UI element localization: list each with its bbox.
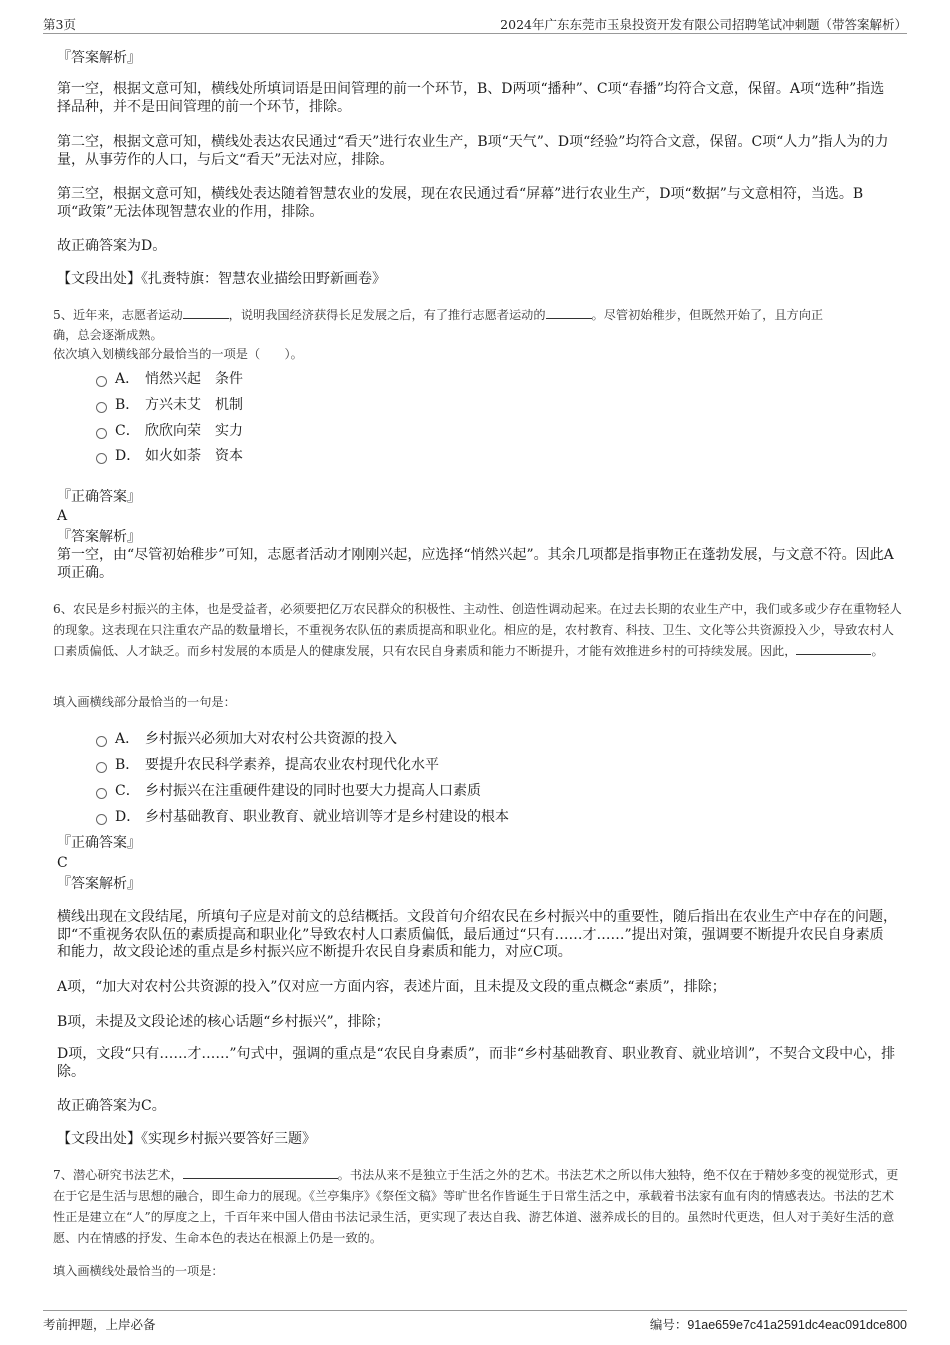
option-text: 要提升农民科学素养，提高农业农村现代化水平 (145, 757, 439, 773)
q5-blank-1 (183, 306, 229, 319)
radio-icon[interactable] (96, 762, 107, 773)
q6-analysis-p3: B项，未提及文段论述的核心话题“乡村振兴”，排除； (57, 1014, 390, 1030)
option-word-2: 机制 (215, 397, 243, 413)
option-letter: D． (115, 809, 141, 825)
radio-icon[interactable] (96, 814, 107, 825)
q6-analysis-p2: A项，“加大对农村公共资源的投入”仅对应一方面内容，表述片面，且未提及文段的重点概念“素质”，排除； (57, 979, 726, 995)
q5-prompt: 依次填入划横线部分最恰当的一项是（ ）。 (53, 347, 303, 361)
option-letter: D． (115, 448, 141, 464)
q7-prompt: 填入画横线处最恰当的一项是： (53, 1264, 224, 1278)
q6-source: 【文段出处】《实现乡村振兴要答好三题》 (57, 1131, 316, 1147)
q5-stem-part2: ，说明我国经济获得长足发展之后，有了推行志愿者运动的 (228, 308, 546, 322)
q6-stem-body: 6、农民是乡村振兴的主体，也是受益者，必须要把亿万农民群众的积极性、主动性、创造性调动起来。在过去长期的农业生产中，我们或多或少存在重物轻人的现象。这表现在只注重农产品的数量增长，不重视务农队伍的素质提高和职业化。相应的是，农村教育、科技、卫生、文化等公共资源投入少，导致农村人口素质偏低、人才缺乏。而乡村发展的本质是人的健康发展，只有农民自身素质和能力不断提升，才能有效推进乡村的可持续发展。因此， (53, 602, 902, 659)
prev-analysis-p3: 第三空，根据文意可知，横线处表达随着智慧农业的发展，现在农民通过看“屏幕”进行农业生产，D项“数据”与文意相符，当选。B项“政策”无法体现智慧农业的作用，排除。 (57, 186, 864, 220)
option-word-1: 如火如荼 (145, 448, 201, 464)
option-word-2: 资本 (215, 448, 243, 464)
q6-correct-label: 『正确答案』 (57, 835, 141, 851)
q6-option-c[interactable] (96, 782, 481, 800)
prev-analysis-p1: 第一空，根据文意可知，横线处所填词语是田间管理的前一个环节，B、D两项“播种”、C项“春播”均符合文意，保留。A项“选种”指选择品种，并不是田间管理的前一个环节，排除。 (57, 81, 885, 115)
q6-analysis-p1: 横线出现在文段结尾，所填句子应是对前文的总结概括。文段首句介绍农民在乡村振兴中的重要性，随后指出在农业生产中存在的问题，即“不重视务农队伍的素质提高和职业化”导致农村人口素质偏低，最后通过“只有……才……”提出对策，强调要不断提升农民自身素质和能力，故文段论述的重点是乡村振兴应不断提升农民自身素质和能力，对应C项。 (57, 909, 897, 960)
prev-conclusion: 故正确答案为D。 (57, 238, 167, 254)
option-word-2: 条件 (215, 371, 243, 387)
q7-blank (183, 1166, 338, 1179)
radio-icon[interactable] (96, 376, 107, 387)
prev-analysis-p2: 第二空，根据文意可知，横线处表达农民通过“看天”进行农业生产，B项“天气”、D项“经验”均符合文意，保留。C项“人力”指人为的力量，从事劳作的人口，与后文“看天”无法对应，排除。 (57, 134, 889, 168)
q6-option-a[interactable] (96, 730, 397, 748)
q5-stem-part3: 。尽管初始稚步，但既然开始了，且方向正 (591, 308, 824, 322)
q6-prompt: 填入画横线部分最恰当的一句是： (53, 695, 236, 709)
q5-blank-2 (546, 306, 592, 319)
q5-option-b[interactable] (96, 396, 243, 414)
footer-code (650, 1315, 907, 1333)
q5-correct-label: 『正确答案』 (57, 489, 141, 505)
option-letter: B． (115, 397, 140, 413)
option-letter: C． (115, 423, 140, 439)
option-text: 乡村振兴在注重硬件建设的同时也要大力提高人口素质 (145, 783, 481, 799)
q6-correct-answer: C (57, 855, 68, 871)
option-word-1: 悄然兴起 (145, 371, 201, 387)
option-letter: A． (115, 371, 140, 387)
footer-divider (43, 1310, 907, 1311)
q7-stem (53, 1165, 903, 1249)
footer-code-value: 91ae659e7c41a2591dc4eac091dce800 (687, 1318, 907, 1332)
radio-icon[interactable] (96, 736, 107, 747)
footer-slogan: 考前押题，上岸必备 (43, 1317, 156, 1332)
q6-conclusion: 故正确答案为C。 (57, 1098, 166, 1114)
option-text: 乡村振兴必须加大对农村公共资源的投入 (145, 731, 397, 747)
q5-option-c[interactable] (96, 422, 243, 440)
q5-analysis: 第一空，由“尽管初始稚步”可知，志愿者活动才刚刚兴起，应选择“悄然兴起”。其余几项都是指事物正在蓬勃发展，与文意不符。因此A项正确。 (57, 547, 894, 581)
q7-stem-part1: 7、潜心研究书法艺术， (53, 1168, 183, 1182)
q6-stem (53, 599, 903, 663)
option-word-1: 欣欣向荣 (145, 423, 201, 439)
prev-analysis-label: 『答案解析』 (57, 50, 141, 66)
q6-option-b[interactable] (96, 756, 439, 774)
option-text: 乡村基础教育、职业教育、就业培训等才是乡村建设的根本 (145, 809, 509, 825)
radio-icon[interactable] (96, 428, 107, 439)
q5-option-a[interactable] (96, 370, 243, 388)
option-word-1: 方兴未艾 (145, 397, 201, 413)
q5-stem (53, 306, 903, 345)
q5-correct-answer: A (57, 508, 68, 524)
option-word-2: 实力 (215, 423, 243, 439)
q6-analysis-label: 『答案解析』 (57, 876, 141, 892)
q6-option-d[interactable] (96, 808, 509, 826)
q6-stem-end: 。 (871, 644, 884, 659)
radio-icon[interactable] (96, 788, 107, 799)
q5-analysis-label: 『答案解析』 (57, 529, 141, 545)
q5-option-d[interactable] (96, 447, 243, 465)
page-number: 第3页 (43, 17, 76, 32)
option-letter: B． (115, 757, 140, 773)
q5-stem-part1: 5、近年来，志愿者运动 (53, 308, 183, 322)
option-letter: C． (115, 783, 140, 799)
q5-stem-part4: 确，总会逐渐成熟。 (53, 327, 163, 342)
q7-stem-body: 。书法从来不是独立于生活之外的艺术。书法艺术之所以伟大独特，绝不仅在于精妙多变的视觉形式，更在于它是生活与思想的融合，即生命力的展现。《兰亭集序》《祭侄文稿》等旷世名作皆诞生于日常生活之中，承载着书法家有血有肉的情感表达。书法的艺术性正是建立在“人”的厚度之上，千百年来中国人借由书法记录生活，更实现了表达自我、游艺体道、滋养成长的目的。虽然时代更迭，但人对于美好生活的意愿、内在情感的抒发、生命本色的表达在根源上仍是一致的。 (53, 1168, 899, 1245)
document-title: 2024年广东东莞市玉泉投资开发有限公司招聘笔试冲刺题（带答案解析） (500, 17, 907, 32)
radio-icon[interactable] (96, 402, 107, 413)
radio-icon[interactable] (96, 453, 107, 464)
header-divider (43, 33, 907, 34)
option-letter: A． (115, 731, 140, 747)
footer-code-label: 编号： (649, 1317, 688, 1332)
q6-blank (796, 642, 871, 655)
prev-source: 【文段出处】《扎赉特旗：智慧农业描绘田野新画卷》 (57, 271, 386, 287)
q6-analysis-p4: D项，文段“只有……才……”句式中，强调的重点是“农民自身素质”，而非“乡村基础教育、职业教育、就业培训”，不契合文段中心，排除。 (57, 1046, 896, 1080)
